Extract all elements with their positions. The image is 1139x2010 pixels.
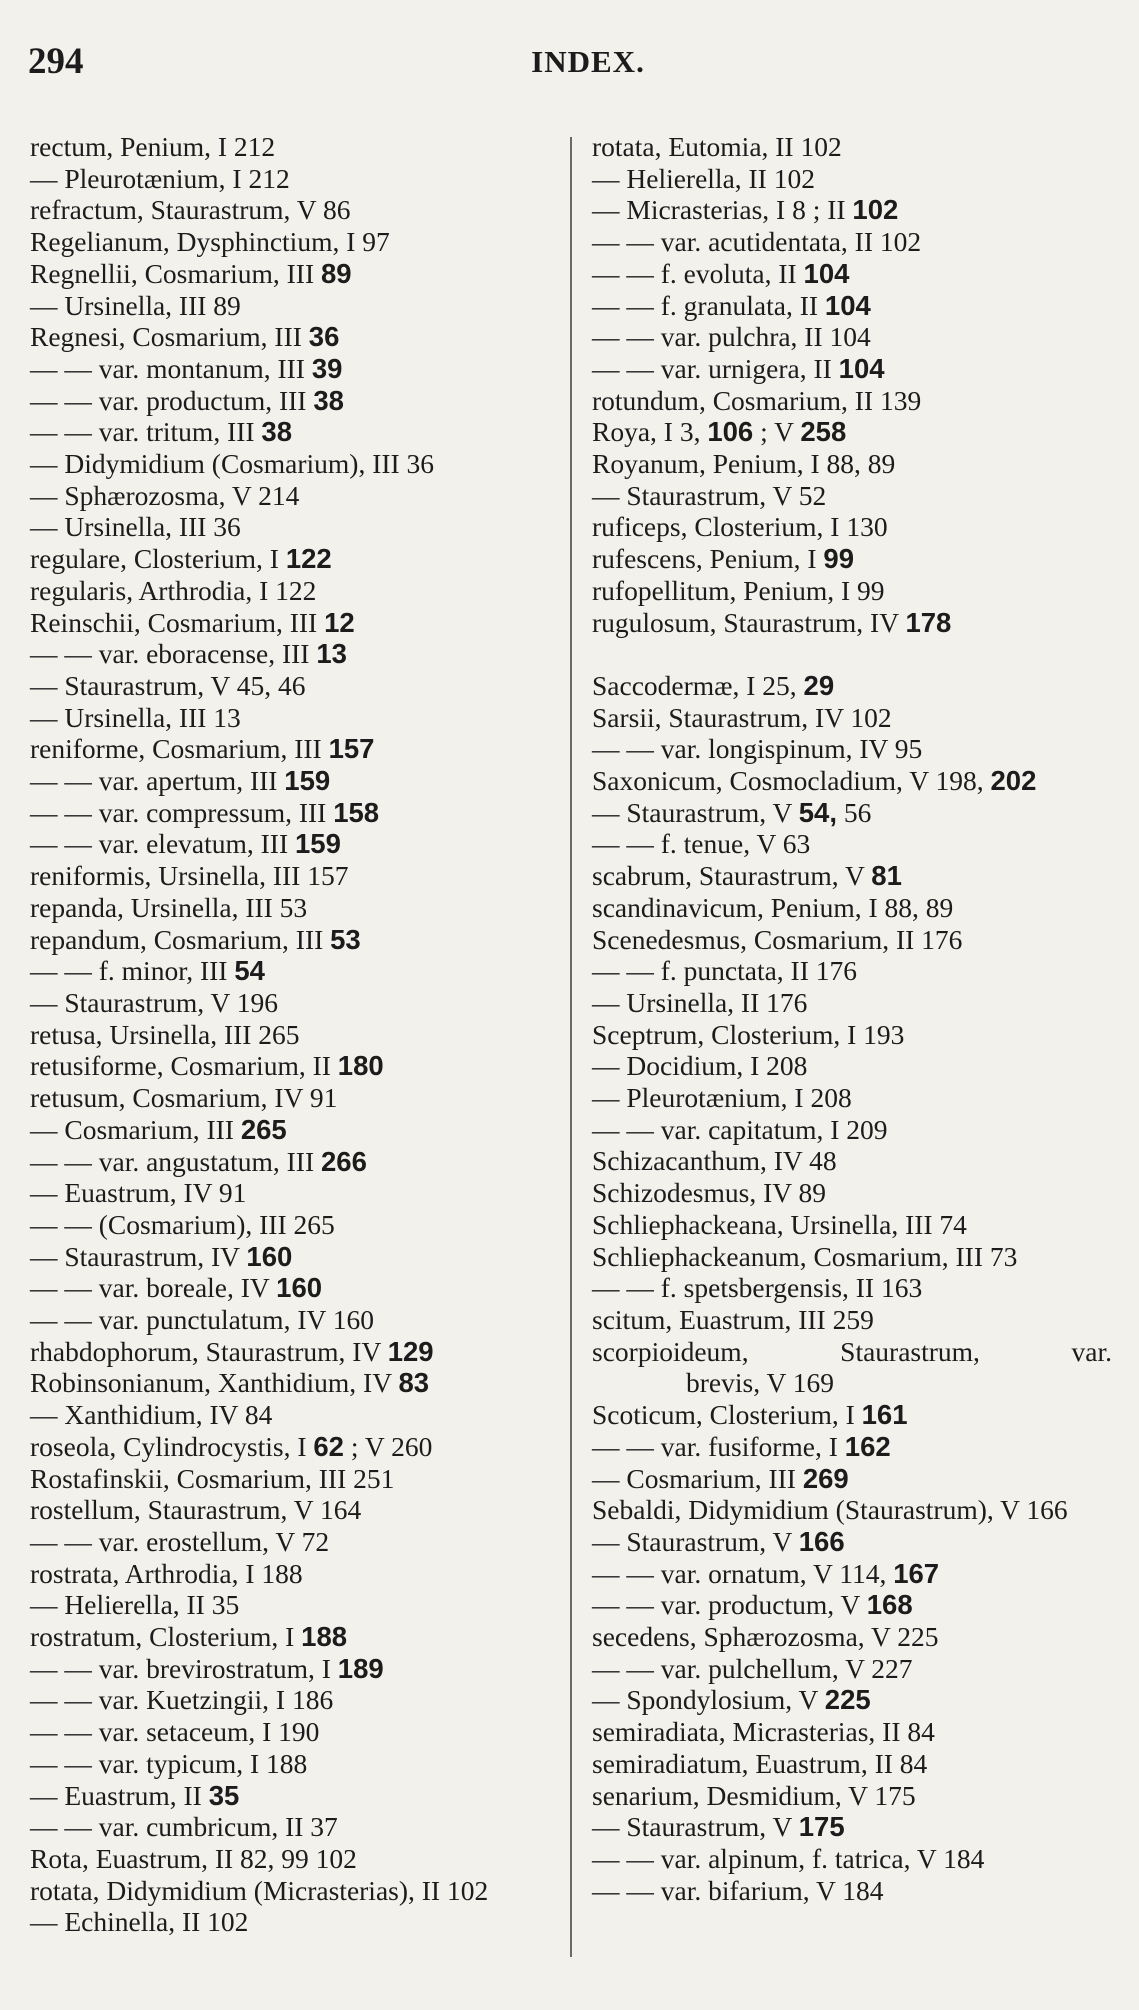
bold-page-ref: 129 (387, 1335, 434, 1367)
index-column-left (30, 131, 570, 1938)
bold-page-ref: 168 (866, 1589, 913, 1621)
index-entry: Scoticum, Closterium, I 161 (592, 1399, 908, 1431)
index-entry: — — var. acutidentata, II 102 (592, 226, 922, 258)
index-entry: semiradiata, Micrasterias, II 84 (592, 1716, 935, 1748)
index-entry: — Cosmarium, III 265 (30, 1113, 287, 1145)
index-entry: Schliephackeanum, Cosmarium, III 73 (592, 1240, 1018, 1272)
page-header (28, 40, 1108, 90)
index-entry: — Echinella, II 102 (30, 1906, 249, 1938)
index-entry: Saxonicum, Cosmocladium, V 198, 202 (592, 765, 1037, 797)
index-entry: rostellum, Staurastrum, V 164 (30, 1494, 362, 1526)
index-entry: — Staurastrum, V 175 (592, 1811, 845, 1843)
index-entry: Saccodermæ, I 25, 29 (592, 669, 835, 701)
index-entry: rotata, Eutomia, II 102 (592, 131, 842, 162)
index-entry: repandum, Cosmarium, III 53 (30, 923, 361, 955)
index-entry: — — f. granulata, II 104 (592, 289, 871, 321)
bold-page-ref: 159 (284, 765, 331, 797)
index-entry: roseola, Cylindrocystis, I 62 ; V 260 (30, 1430, 433, 1462)
index-entry: — Docidium, I 208 (592, 1050, 808, 1082)
index-entry: — — var. tritum, III 38 (30, 416, 293, 448)
bold-page-ref: 102 (852, 194, 899, 226)
index-entry: repanda, Ursinella, III 53 (30, 891, 308, 923)
bold-page-ref: 159 (294, 828, 341, 860)
index-entry: — Ursinella, III 13 (30, 701, 241, 733)
index-entry: — Euastrum, IV 91 (30, 1177, 247, 1209)
index-entry: rufescens, Penium, I 99 (592, 543, 854, 575)
index-entry: rotundum, Cosmarium, II 139 (592, 384, 922, 416)
index-entry: — — f. tenue, V 63 (592, 828, 811, 860)
index-entry: Robinsonianum, Xanthidium, IV 83 (30, 1367, 430, 1399)
index-entry: rhabdophorum, Staurastrum, IV 129 (30, 1335, 434, 1367)
index-entry: Schliephackeana, Ursinella, III 74 (592, 1208, 967, 1240)
index-entry: retusa, Ursinella, III 265 (30, 1018, 300, 1050)
index-entry: Royanum, Penium, I 88, 89 (592, 448, 896, 480)
index-entry: — — var. longispinum, IV 95 (592, 733, 923, 765)
bold-page-ref: 106 (707, 416, 754, 448)
bold-page-ref: 202 (990, 765, 1037, 797)
bold-page-ref: 266 (320, 1145, 367, 1177)
page-number: 294 (28, 41, 84, 82)
index-entry: — — var. erostellum, V 72 (30, 1525, 330, 1557)
bold-page-ref: 62 (313, 1430, 344, 1462)
bold-page-ref: 54, (798, 796, 837, 828)
index-entry: — — var. cumbricum, II 37 (30, 1811, 338, 1843)
bold-page-ref: 104 (824, 289, 871, 321)
index-entry: — — var. productum, III 38 (30, 384, 344, 416)
bold-page-ref: 99 (823, 543, 854, 575)
index-entry: — Pleurotænium, I 212 (30, 162, 290, 194)
bold-page-ref: 161 (861, 1399, 908, 1431)
index-entry: reniforme, Cosmarium, III 157 (30, 733, 375, 765)
index-entry: — — var. eboracense, III 13 (30, 638, 347, 670)
index-entry: — — f. evoluta, II 104 (592, 257, 850, 289)
index-entry: — — var. pulchra, II 104 (592, 321, 871, 353)
index-entry: — — var. angustatum, III 266 (30, 1145, 367, 1177)
bold-page-ref: 104 (838, 352, 885, 384)
bold-page-ref: 35 (208, 1779, 240, 1811)
index-entry: — — (Cosmarium), III 265 (30, 1208, 335, 1240)
index-entry: senarium, Desmidium, V 175 (592, 1779, 916, 1811)
index-entry: regulare, Closterium, I 122 (30, 543, 332, 575)
index-entry: — Staurastrum, V 196 (30, 986, 279, 1018)
bold-page-ref: 175 (798, 1811, 845, 1843)
index-entry: — Helierella, II 102 (592, 162, 815, 194)
bold-page-ref: 180 (337, 1050, 384, 1082)
index-entry: ruficeps, Closterium, I 130 (592, 511, 888, 543)
index-entry: rufopellitum, Penium, I 99 (592, 574, 885, 606)
index-entry: — Ursinella, III 36 (30, 511, 241, 543)
index-entry: — — var. punctulatum, IV 160 (30, 1304, 374, 1336)
index-entry: retusum, Cosmarium, IV 91 (30, 1082, 338, 1114)
bold-page-ref: 160 (276, 1272, 323, 1304)
bold-page-ref: 104 (803, 257, 850, 289)
bold-page-ref: 29 (803, 669, 835, 701)
index-entry: — Didymidium (Cosmarium), III 36 (30, 448, 435, 480)
bold-page-ref: 38 (261, 416, 293, 448)
index-entry: — — var. bifarium, V 184 (592, 1874, 884, 1906)
bold-page-ref: 178 (905, 606, 952, 638)
index-entry: — Staurastrum, V 45, 46 (30, 669, 306, 701)
index-entry: — Pleurotænium, I 208 (592, 1082, 852, 1114)
bold-page-ref: 258 (800, 416, 847, 448)
index-entry: scorpioideum, Staurastrum, var. brevis, V 169 (592, 1335, 1112, 1399)
index-entry: Regnellii, Cosmarium, III 89 (30, 257, 352, 289)
index-entry: rostrata, Arthrodia, I 188 (30, 1557, 303, 1589)
index-entry: — — var. typicum, I 188 (30, 1747, 308, 1779)
index-entry: — — var. urnigera, II 104 (592, 352, 885, 384)
index-entry: Reinschii, Cosmarium, III 12 (30, 606, 355, 638)
bold-page-ref: 89 (321, 257, 352, 289)
index-entry: Roya, I 3, 106 ; V 258 (592, 416, 847, 448)
index-entry: — — var. elevatum, III 159 (30, 828, 341, 860)
bold-page-ref: 36 (308, 321, 340, 353)
index-entry: — Ursinella, II 176 (592, 986, 808, 1018)
index-entry: scabrum, Staurastrum, V 81 (592, 860, 902, 892)
index-entry: Schizacanthum, IV 48 (592, 1145, 837, 1177)
index-entry: rectum, Penium, I 212 (30, 131, 276, 162)
bold-page-ref: 162 (844, 1430, 891, 1462)
bold-page-ref: 81 (871, 860, 902, 892)
index-entry: — — var. boreale, IV 160 (30, 1272, 323, 1304)
index-entry: — — f. punctata, II 176 (592, 955, 857, 987)
index-entry: Rostafinskii, Cosmarium, III 251 (30, 1462, 395, 1494)
index-entry: — — var. capitatum, I 209 (592, 1113, 888, 1145)
index-entry: — Xanthidium, IV 84 (30, 1399, 273, 1431)
index-entry: scitum, Euastrum, III 259 (592, 1304, 874, 1335)
index-entry: rostratum, Closterium, I 188 (30, 1621, 348, 1653)
bold-page-ref: 39 (311, 352, 343, 384)
running-title: INDEX. (531, 44, 645, 79)
index-entry: retusiforme, Cosmarium, II 180 (30, 1050, 384, 1082)
index-entry: Rota, Euastrum, II 82, 99 102 (30, 1842, 357, 1874)
index-column-right (592, 131, 1112, 1906)
index-entry: — Sphærozosma, V 214 (30, 479, 300, 511)
index-entry: — Ursinella, III 89 (30, 289, 241, 321)
index-entry: — — var. compressum, III 158 (30, 796, 380, 828)
index-entry: — — var. apertum, III 159 (30, 765, 331, 797)
index-entry: — Staurastrum, IV 160 (30, 1240, 293, 1272)
index-entry: — Cosmarium, III 269 (592, 1462, 849, 1494)
index-entry: Regnesi, Cosmarium, III 36 (30, 321, 340, 353)
index-entry: Schizodesmus, IV 89 (592, 1177, 826, 1209)
index-entry: — — var. alpinum, f. tatrica, V 184 (592, 1842, 985, 1874)
index-entry: — Micrasterias, I 8 ; II 102 (592, 194, 899, 226)
index-entry: — — var. pulchellum, V 227 (592, 1652, 913, 1684)
index-entry: — — f. minor, III 54 (30, 955, 265, 987)
index-entry: — Staurastrum, V 52 (592, 479, 827, 511)
index-entry: — Staurastrum, V 166 (592, 1525, 845, 1557)
index-entry: reniformis, Ursinella, III 157 (30, 860, 349, 892)
bold-page-ref: 83 (398, 1367, 430, 1399)
index-entry: scandinavicum, Penium, I 88, 89 (592, 891, 954, 923)
index-entry: — — f. spetsbergensis, II 163 (592, 1272, 923, 1304)
bold-page-ref: 158 (333, 796, 380, 828)
index-entry: rugulosum, Staurastrum, IV 178 (592, 606, 952, 638)
index-entry: regularis, Arthrodia, I 122 (30, 574, 317, 606)
bold-page-ref: 166 (798, 1525, 845, 1557)
index-entry: Sceptrum, Closterium, I 193 (592, 1018, 905, 1050)
bold-page-ref: 157 (328, 733, 375, 765)
index-entry: — — var. brevirostratum, I 189 (30, 1652, 384, 1684)
bold-page-ref: 53 (330, 923, 361, 955)
bold-page-ref: 189 (337, 1652, 384, 1684)
bold-page-ref: 265 (240, 1113, 287, 1145)
index-entry: — — var. montanum, III 39 (30, 352, 343, 384)
index-entry: — — var. fusiforme, I 162 (592, 1430, 891, 1462)
index-entry: secedens, Sphærozosma, V 225 (592, 1621, 939, 1653)
index-entry: — — var. productum, V 168 (592, 1589, 913, 1621)
bold-page-ref: 225 (824, 1684, 871, 1716)
index-entry: Sebaldi, Didymidium (Staurastrum), V 166 (592, 1494, 1068, 1526)
index-entry: rotata, Didymidium (Micrasterias), II 102 (30, 1874, 489, 1906)
index-entry: semiradiatum, Euastrum, II 84 (592, 1747, 928, 1779)
index-entry: — Staurastrum, V 54, 56 (592, 796, 872, 828)
bold-page-ref: 54 (234, 955, 265, 987)
index-entry: — — var. setaceum, I 190 (30, 1716, 320, 1748)
bold-page-ref: 269 (802, 1462, 849, 1494)
index-entry: — Helierella, II 35 (30, 1589, 240, 1621)
bold-page-ref: 188 (301, 1621, 348, 1653)
index-entry: — Euastrum, II 35 (30, 1779, 240, 1811)
index-entry: Scenedesmus, Cosmarium, II 176 (592, 923, 963, 955)
bold-page-ref: 160 (246, 1240, 293, 1272)
bold-page-ref: 38 (313, 384, 344, 416)
index-entry: — Spondylosium, V 225 (592, 1684, 871, 1716)
section-gap (592, 638, 1112, 670)
index-entry: — — var. ornatum, V 114, 167 (592, 1557, 940, 1589)
index-entry: Sarsii, Staurastrum, IV 102 (592, 701, 892, 733)
column-divider (570, 137, 572, 1957)
index-entry: refractum, Staurastrum, V 86 (30, 194, 351, 226)
bold-page-ref: 122 (285, 543, 332, 575)
index-entry: Regelianum, Dysphinctium, I 97 (30, 226, 390, 258)
bold-page-ref: 12 (324, 606, 355, 638)
bold-page-ref: 167 (893, 1557, 940, 1589)
bold-page-ref: 13 (316, 638, 347, 670)
index-entry: — — var. Kuetzingii, I 186 (30, 1684, 334, 1716)
